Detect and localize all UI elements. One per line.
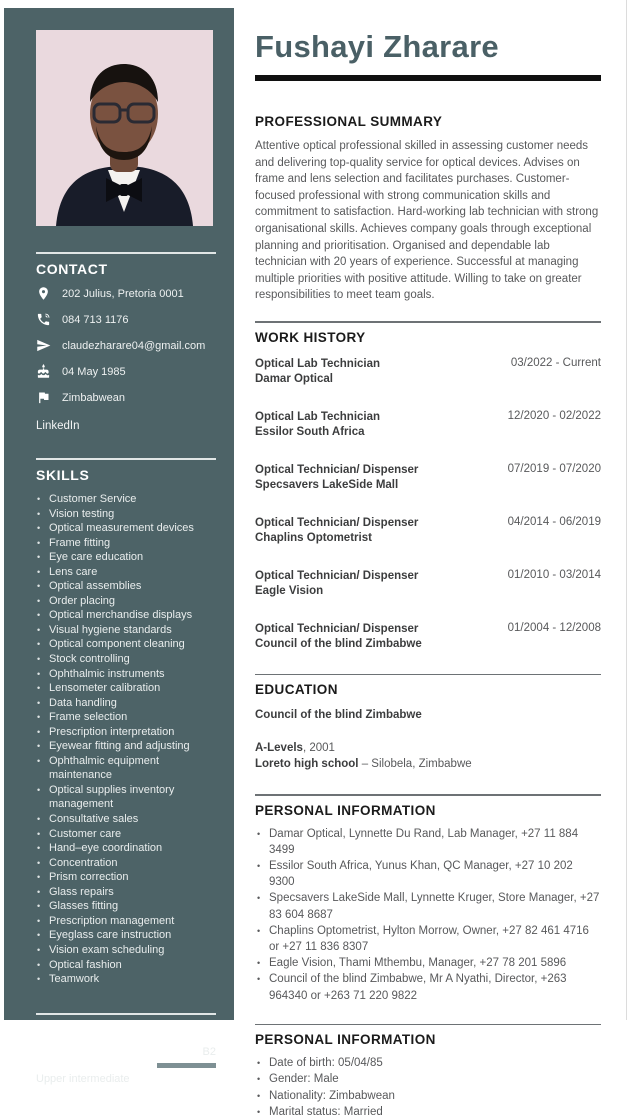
contact-heading: CONTACT (36, 261, 108, 277)
job-dates: 03/2022 - Current (510, 356, 601, 369)
skill-item: • Lens care (36, 565, 216, 580)
education-degree-line (255, 741, 601, 757)
education-school-1: Council of the blind Zimbabwe (255, 709, 422, 722)
phone-icon (36, 312, 51, 327)
personal-info-item: • Marital status: Married (255, 1104, 601, 1120)
language-name: English (36, 1045, 78, 1058)
references-heading: PERSONAL INFORMATION (255, 802, 436, 818)
skill-item: • Eyeglass care instruction (36, 928, 216, 943)
job-list (255, 357, 601, 652)
languages-divider (36, 1013, 216, 1015)
language-level-code: B2 (202, 1045, 216, 1058)
skill-item: • Vision exam scheduling (36, 943, 216, 958)
skill-item: • Frame fitting (36, 536, 216, 551)
skill-item: • Teamwork (36, 972, 216, 987)
job-title: Optical Technician/ Dispenser (255, 622, 419, 635)
personal-info-heading: PERSONAL INFORMATION (255, 1032, 436, 1048)
contact-email (36, 339, 216, 356)
skill-item: • Stock controlling (36, 652, 216, 667)
job-title: Optical Lab Technician (255, 357, 381, 370)
job-dates: 07/2019 - 07/2020 (507, 462, 601, 475)
reference-item: • Chaplins Optometrist, Hylton Morrow, Owner, +27 82 461 4716 or +27 11 836 8307 (255, 923, 601, 955)
skill-item: • Glass repairs (36, 885, 216, 900)
skill-item: • Hand–eye coordination (36, 841, 216, 856)
education-heading: EDUCATION (255, 682, 338, 698)
job-title: Optical Technician/ Dispenser (255, 463, 419, 476)
personal-info-item: • Gender: Male (255, 1071, 601, 1087)
job-entry (255, 357, 601, 387)
skill-item: • Prescription interpretation (36, 725, 216, 740)
personal-info-item: • Date of birth: 05/04/85 (255, 1055, 601, 1071)
education-school-2-location: – Silobela, Zimbabwe (358, 757, 472, 770)
job-company: Chaplins Optometrist (255, 531, 372, 544)
education-school-line (255, 757, 601, 773)
education-degree: A-Levels (255, 742, 303, 755)
personal-info-divider (255, 1024, 601, 1026)
job-entry (255, 410, 601, 440)
education-divider (255, 674, 601, 676)
languages-heading: LANGUAGES (36, 1021, 131, 1038)
language-proficiency-bar (36, 1063, 216, 1068)
skill-item: • Vision testing (36, 507, 216, 522)
skill-item: • Optical supplies inventory management (36, 783, 216, 812)
paper-plane-icon (36, 338, 51, 353)
language-level-label: Upper intermediate (36, 1072, 130, 1085)
contact-nationality-text: Zimbabwean (62, 392, 125, 404)
page-right-border (626, 0, 627, 1020)
reference-item: • Council of the blind Zimbabwe, Mr A Nyathi, Director, +263 964340 or +263 71 220 9822 (255, 971, 601, 1003)
job-dates: 01/2010 - 03/2014 (507, 568, 601, 581)
reference-item: • Essilor South Africa, Yunus Khan, QC Manager, +27 10 202 9300 (255, 858, 601, 890)
skill-item: • Frame selection (36, 710, 216, 725)
skills-divider (36, 458, 216, 460)
job-entry (255, 569, 601, 599)
skill-item: • Customer Service (36, 492, 216, 507)
reference-item: • Specsavers LakeSide Mall, Lynnette Kruger, Store Manager, +27 83 604 8687 (255, 890, 601, 922)
skills-list (36, 492, 216, 987)
contact-phone-text: 084 713 1176 (62, 314, 129, 326)
skill-item: • Data handling (36, 696, 216, 711)
skill-item: • Prism correction (36, 870, 216, 885)
job-company: Specsavers LakeSide Mall (255, 478, 399, 491)
main-column (255, 0, 601, 1120)
job-title: Optical Lab Technician (255, 410, 381, 423)
skill-item: • Customer care (36, 827, 216, 842)
skill-item: • Visual hygiene standards (36, 623, 216, 638)
skills-heading: SKILLS (36, 467, 90, 483)
references-divider (255, 794, 601, 796)
contact-email-text: claudezharare04@gmail.com (62, 340, 206, 352)
skill-item: • Order placing (36, 594, 216, 609)
skill-item: • Ophthalmic instruments (36, 667, 216, 682)
contact-address-text: 202 Julius, Pretoria 0001 (62, 288, 184, 300)
contact-birthdate-text: 04 May 1985 (62, 366, 126, 378)
skill-item: • Optical measurement devices (36, 521, 216, 536)
skill-item: • Optical fashion (36, 958, 216, 973)
skill-item: • Eye care education (36, 550, 216, 565)
summary-text: Attentive optical professional skilled in assessing customer needs and delivering top-quality service for optical devices. Advises on frame and lens selection and facilitates purchases. Customer-focused professional with strong communication skills and commitment to satisfaction. Hard-working lab technician with strong organisational skills. Achieves company goals through exceptional planning and prioritisation. Organised and dependable lab technician with 20 years of experience. Successful at managing multiple priorities with positive attitude. Willing to take on greater responsibilities to meet team goals. (255, 140, 599, 302)
personal-info-item: • Nationality: Zimbabwean (255, 1088, 601, 1104)
skill-item: • Ophthalmic equipment maintenance (36, 754, 216, 783)
skill-item: • Consultative sales (36, 812, 216, 827)
reference-item: • Eagle Vision, Thami Mthembu, Manager, +27 78 201 5896 (255, 955, 601, 971)
job-company: Essilor South Africa (255, 425, 365, 438)
flag-icon (36, 390, 51, 405)
profile-photo (36, 30, 213, 226)
contact-birthdate (36, 365, 216, 382)
job-dates: 04/2014 - 06/2019 (507, 515, 601, 528)
job-company: Eagle Vision (255, 584, 324, 597)
job-entry (255, 516, 601, 546)
skill-item: • Optical merchandise displays (36, 608, 216, 623)
work-history-divider (255, 321, 601, 323)
skill-item: • Lensometer calibration (36, 681, 216, 696)
education-school-2: Loreto high school (255, 757, 359, 770)
language-block (36, 1046, 216, 1085)
contact-divider (36, 252, 216, 254)
skill-item: • Glasses fitting (36, 899, 216, 914)
job-company: Council of the blind Zimbabwe (255, 637, 422, 650)
contact-list (36, 287, 216, 408)
candidate-name: Fushayi Zharare (255, 29, 499, 64)
birthday-cake-icon (36, 364, 51, 379)
skill-item: • Eyewear fitting and adjusting (36, 739, 216, 754)
education-degree-year: , 2001 (302, 742, 335, 755)
contact-phone (36, 313, 216, 330)
contact-nationality (36, 391, 216, 408)
location-pin-icon (36, 286, 51, 301)
job-dates: 12/2020 - 02/2022 (507, 409, 601, 422)
job-entry (255, 622, 601, 652)
skill-item: • Optical assemblies (36, 579, 216, 594)
job-dates: 01/2004 - 12/2008 (507, 621, 601, 634)
job-company: Damar Optical (255, 372, 333, 385)
skill-item: • Optical component cleaning (36, 637, 216, 652)
reference-item: • Damar Optical, Lynnette Du Rand, Lab Manager, +27 11 884 3499 (255, 826, 601, 858)
contact-address (36, 287, 216, 304)
job-entry (255, 463, 601, 493)
language-proficiency-fill (36, 1063, 157, 1068)
linkedin-link[interactable]: LinkedIn (36, 420, 80, 432)
references-list (255, 826, 601, 1004)
skill-item: • Concentration (36, 856, 216, 871)
skill-item: • Prescription management (36, 914, 216, 929)
profile-photo-illustration (36, 30, 213, 226)
work-history-heading: WORK HISTORY (255, 329, 366, 345)
job-title: Optical Technician/ Dispenser (255, 516, 419, 529)
job-title: Optical Technician/ Dispenser (255, 569, 419, 582)
name-underline (255, 75, 601, 81)
personal-info-list (255, 1055, 601, 1120)
summary-heading: PROFESSIONAL SUMMARY (255, 114, 443, 130)
sidebar (4, 8, 234, 1085)
